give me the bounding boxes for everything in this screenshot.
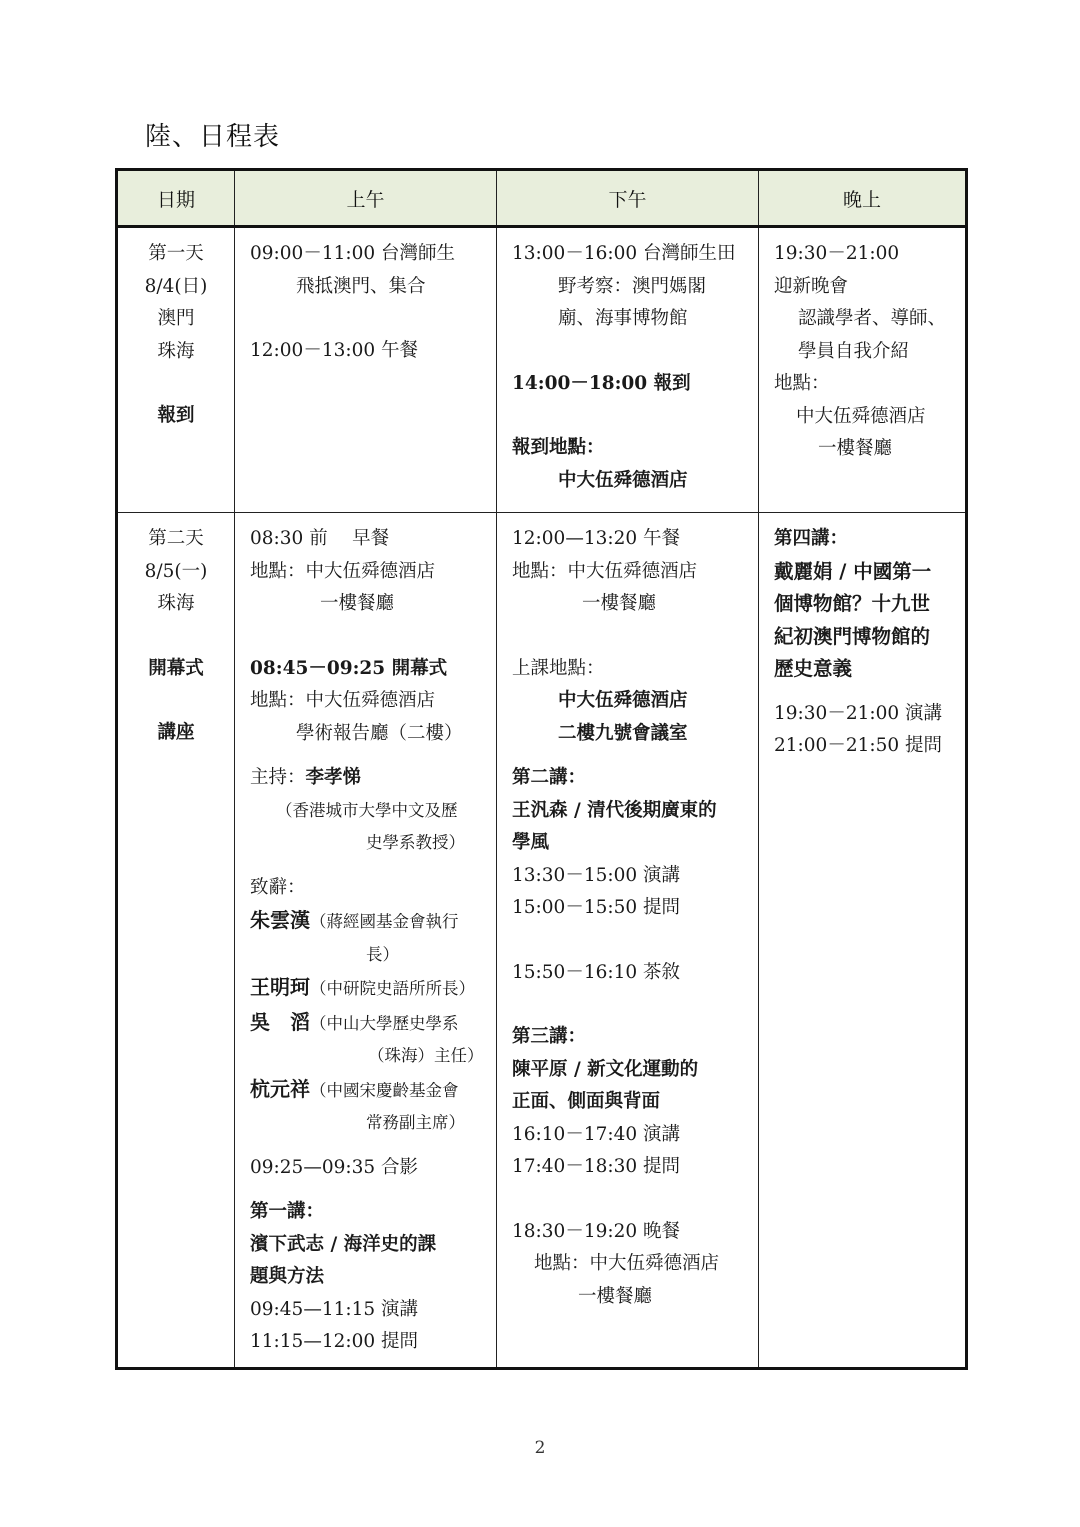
lecture-title: 個博物館？十九世 (774, 592, 931, 615)
place-label: 珠海 (157, 340, 195, 362)
schedule-table (115, 168, 968, 1370)
speaker-affiliation: （中研院史語所所長） (310, 979, 475, 998)
afternoon-cell (497, 513, 759, 1369)
lecture-title: 題與方法 (250, 1266, 325, 1287)
lecture-label: 第三講： (512, 1026, 587, 1047)
header-morning: 上午 (235, 170, 497, 227)
schedule-line: 廟、海事博物館 (558, 308, 688, 329)
schedule-line: 迎新晚會 (774, 275, 849, 297)
speaker-name: 杭元祥 (250, 1076, 310, 1101)
schedule-line: 17:40－18:30 提問 (512, 1156, 681, 1177)
schedule-line: 11:15—12:00 提問 (250, 1331, 419, 1352)
schedule-line: 一樓餐廳 (578, 1285, 653, 1307)
opening-ceremony-time: 08:45－09:25 開幕式 (250, 657, 448, 679)
afternoon-cell (497, 227, 759, 513)
date-cell (117, 513, 235, 1369)
schedule-line: 21:00－21:50 提問 (774, 735, 943, 756)
lecture-label: 第二講： (512, 767, 587, 788)
schedule-line: 地點： (774, 373, 830, 394)
evening-cell (759, 227, 967, 513)
page-number: 2 (534, 1438, 546, 1458)
speaker-affiliation: 常務副主席） (366, 1113, 465, 1132)
schedule-line: 16:10－17:40 演講 (512, 1123, 681, 1145)
table-row (117, 513, 967, 1369)
speaker-affiliation: 長） (366, 944, 399, 964)
schedule-line: 一樓餐廳 (320, 593, 395, 614)
schedule-line: 13:00－16:00 台灣師生田 (512, 243, 736, 264)
lecture-title: 王汎森 / 清代後期廣東的 (512, 799, 717, 821)
speaker-line (250, 1006, 490, 1041)
event-label: 報到 (157, 405, 195, 426)
speaker-affiliation: （蔣經國基金會執行 (310, 912, 459, 931)
date-label: 8/4(日) (144, 275, 208, 297)
header-afternoon: 下午 (497, 170, 759, 227)
schedule-line: 12:00—13:20 午餐 (512, 528, 681, 549)
schedule-line: 19:30－21:00 演講 (774, 702, 943, 724)
place-label: 澳門 (157, 308, 195, 329)
speaker-affiliation: （中國宋慶齡基金會 (310, 1080, 459, 1100)
lecture-title: 濱下武志 / 海洋史的課 (250, 1233, 437, 1255)
speaker-affiliation: （中山大學歷史學系 (310, 1013, 459, 1033)
schedule-line: 學術報告廳（二樓） (296, 722, 463, 744)
host-affiliation: 史學系教授） (366, 833, 465, 852)
schedule-line: 09:45—11:15 演講 (250, 1298, 419, 1320)
schedule-line: 地點：中大伍舜德酒店 (250, 560, 436, 582)
host-line (250, 762, 490, 795)
speaker-name: 王明珂 (250, 975, 310, 999)
lecture-title: 陳平原 / 新文化運動的 (512, 1058, 699, 1080)
lecture-title: 紀初澳門博物館的 (774, 624, 931, 648)
place-label: 珠海 (157, 593, 195, 614)
event-label: 開幕式 (148, 657, 204, 679)
lecture-title: 歷史意義 (774, 657, 853, 680)
schedule-line: 18:30－19:20 晚餐 (512, 1220, 681, 1242)
host-affiliation: （香港城市大學中文及歷 (276, 800, 458, 820)
day-label: 第一天 (148, 243, 204, 264)
schedule-line: 上課地點： (512, 657, 605, 679)
registration-location-label: 報到地點： (512, 437, 605, 458)
host-name: 李孝悌 (305, 767, 362, 788)
lecture-label: 第一講： (250, 1201, 325, 1222)
schedule-line: 08:30 前 早餐 (250, 528, 390, 549)
speaker-affiliation: （珠海）主任） (368, 1046, 484, 1065)
header-date: 日期 (117, 170, 235, 227)
schedule-line: 09:00－11:00 台灣師生 (250, 243, 456, 264)
schedule-line: 09:25—09:35 合影 (250, 1156, 419, 1178)
day-label: 第二天 (148, 528, 204, 549)
schedule-line: 一樓餐廳 (582, 593, 657, 614)
schedule-line: 野考察：澳門媽閣 (558, 275, 707, 297)
morning-cell (235, 513, 497, 1369)
schedule-line: 13:30－15:00 演講 (512, 864, 681, 886)
speaker-line (250, 971, 490, 1006)
schedule-line: 地點：中大伍舜德酒店 (534, 1253, 720, 1274)
schedule-line: 15:50－16:10 茶敘 (512, 961, 681, 983)
evening-cell (759, 513, 967, 1369)
date-cell (117, 227, 235, 513)
lecture-title: 戴麗娟 / 中國第一 (774, 559, 932, 583)
speech-label: 致辭： (250, 876, 306, 898)
schedule-line: 認識學者、導師、 (798, 308, 947, 329)
table-header-row (117, 170, 967, 227)
lecture-title: 正面、側面與背面 (512, 1091, 661, 1112)
header-evening: 晚上 (759, 170, 967, 227)
schedule-line: 飛抵澳門、集合 (296, 275, 426, 297)
class-location: 二樓九號會議室 (558, 722, 688, 744)
schedule-line: 地點：中大伍舜德酒店 (250, 690, 436, 711)
registration-time: 14:00－18:00 報到 (512, 372, 691, 394)
speaker-line (250, 1073, 490, 1108)
schedule-line: 一樓餐廳 (818, 438, 893, 459)
table-row (117, 227, 967, 513)
schedule-line: 19:30－21:00 (774, 243, 900, 264)
registration-location: 中大伍舜德酒店 (558, 469, 688, 491)
morning-cell (235, 227, 497, 513)
lecture-label: 第四講： (774, 528, 849, 549)
schedule-line: 地點：中大伍舜德酒店 (512, 560, 698, 582)
class-location: 中大伍舜德酒店 (558, 690, 688, 711)
section-title: 陸、日程表 (145, 122, 281, 152)
speaker-line (250, 904, 490, 939)
schedule-line: 12:00－13:00 午餐 (250, 340, 419, 361)
schedule-line: 15:00－15:50 提問 (512, 897, 681, 918)
date-label: 8/5(一) (144, 560, 208, 582)
speaker-name: 吳 滔 (250, 1009, 310, 1034)
event-label: 講座 (157, 722, 195, 743)
lecture-title: 學風 (512, 832, 550, 853)
schedule-line: 中大伍舜德酒店 (796, 405, 926, 427)
host-label: 主持： (250, 767, 306, 788)
schedule-line: 學員自我介紹 (798, 340, 910, 362)
speaker-name: 朱雲漢 (250, 908, 310, 932)
